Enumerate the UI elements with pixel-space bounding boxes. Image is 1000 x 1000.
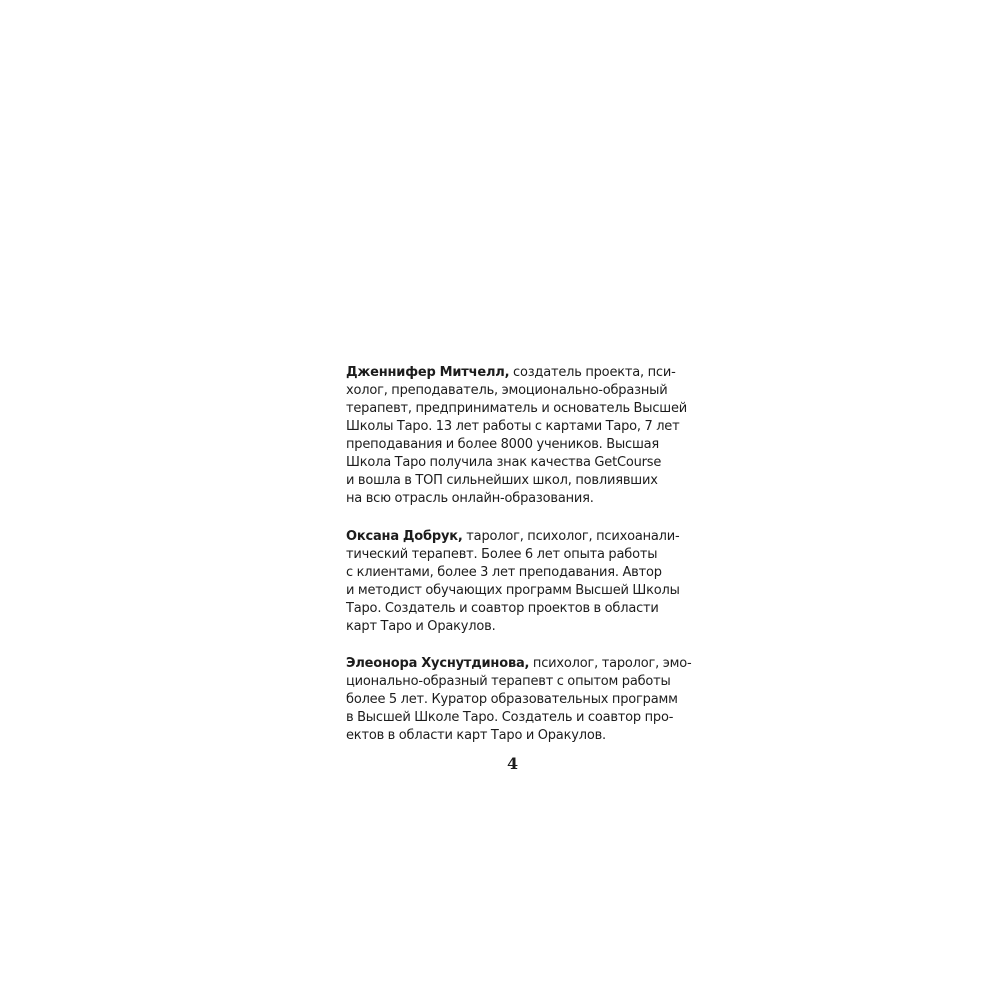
- author-name: Дженнифер Митчелл,: [346, 365, 510, 380]
- bio-first-line: [346, 364, 691, 382]
- page-number: 4: [507, 754, 519, 773]
- bio-line: Таро. Создатель и соавтор проектов в области: [346, 600, 659, 616]
- bio-line: в Высшей Школе Таро. Создатель и соавтор про-: [346, 710, 674, 725]
- bio-line: Школы Таро. 13 лет работы с картами Таро, 7 лет: [346, 419, 680, 434]
- bio-line: ционально-образный терапевт с опытом работы: [346, 674, 671, 689]
- bio-text: таролог, психолог, психоанали-: [462, 528, 680, 544]
- bio-line: с клиентами, более 3 лет преподавания. Автор: [346, 564, 662, 580]
- author-name: Оксана Добрук,: [346, 528, 463, 544]
- bio-line: тический терапевт. Более 6 лет опыта работы: [346, 546, 658, 562]
- bio-first-line: [346, 655, 691, 673]
- bio-line: и методист обучающих программ Высшей Школы: [346, 582, 680, 598]
- bio-line: ектов в области карт Таро и Оракулов.: [346, 728, 606, 743]
- bio-line: более 5 лет. Куратор образовательных программ: [346, 692, 678, 707]
- bio-line: Школа Таро получила знак качества GetCourse: [346, 455, 662, 470]
- bio-jennifer-mitchell: [346, 364, 691, 508]
- bio-first-line: [346, 528, 691, 546]
- bio-line: преподавания и более 8000 учеников. Высшая: [346, 437, 660, 452]
- bio-line: и вошла в ТОП сильнейших школ, повлиявших: [346, 473, 658, 488]
- bio-text: психолог, таролог, эмо-: [529, 656, 692, 671]
- bio-oksana-dobruk: [346, 528, 691, 636]
- bio-line: холог, преподаватель, эмоционально-образный: [346, 383, 668, 398]
- bio-line: терапевт, предприниматель и основатель Высшей: [346, 401, 688, 416]
- bio-line: на всю отрасль онлайн-образования.: [346, 491, 594, 506]
- bio-eleonora-khusnutdinova: [346, 655, 691, 745]
- page-body: [346, 364, 691, 765]
- author-name: Элеонора Хуснутдинова,: [346, 656, 530, 671]
- bio-line: карт Таро и Оракулов.: [346, 618, 496, 634]
- bio-text: создатель проекта, пси-: [509, 365, 676, 380]
